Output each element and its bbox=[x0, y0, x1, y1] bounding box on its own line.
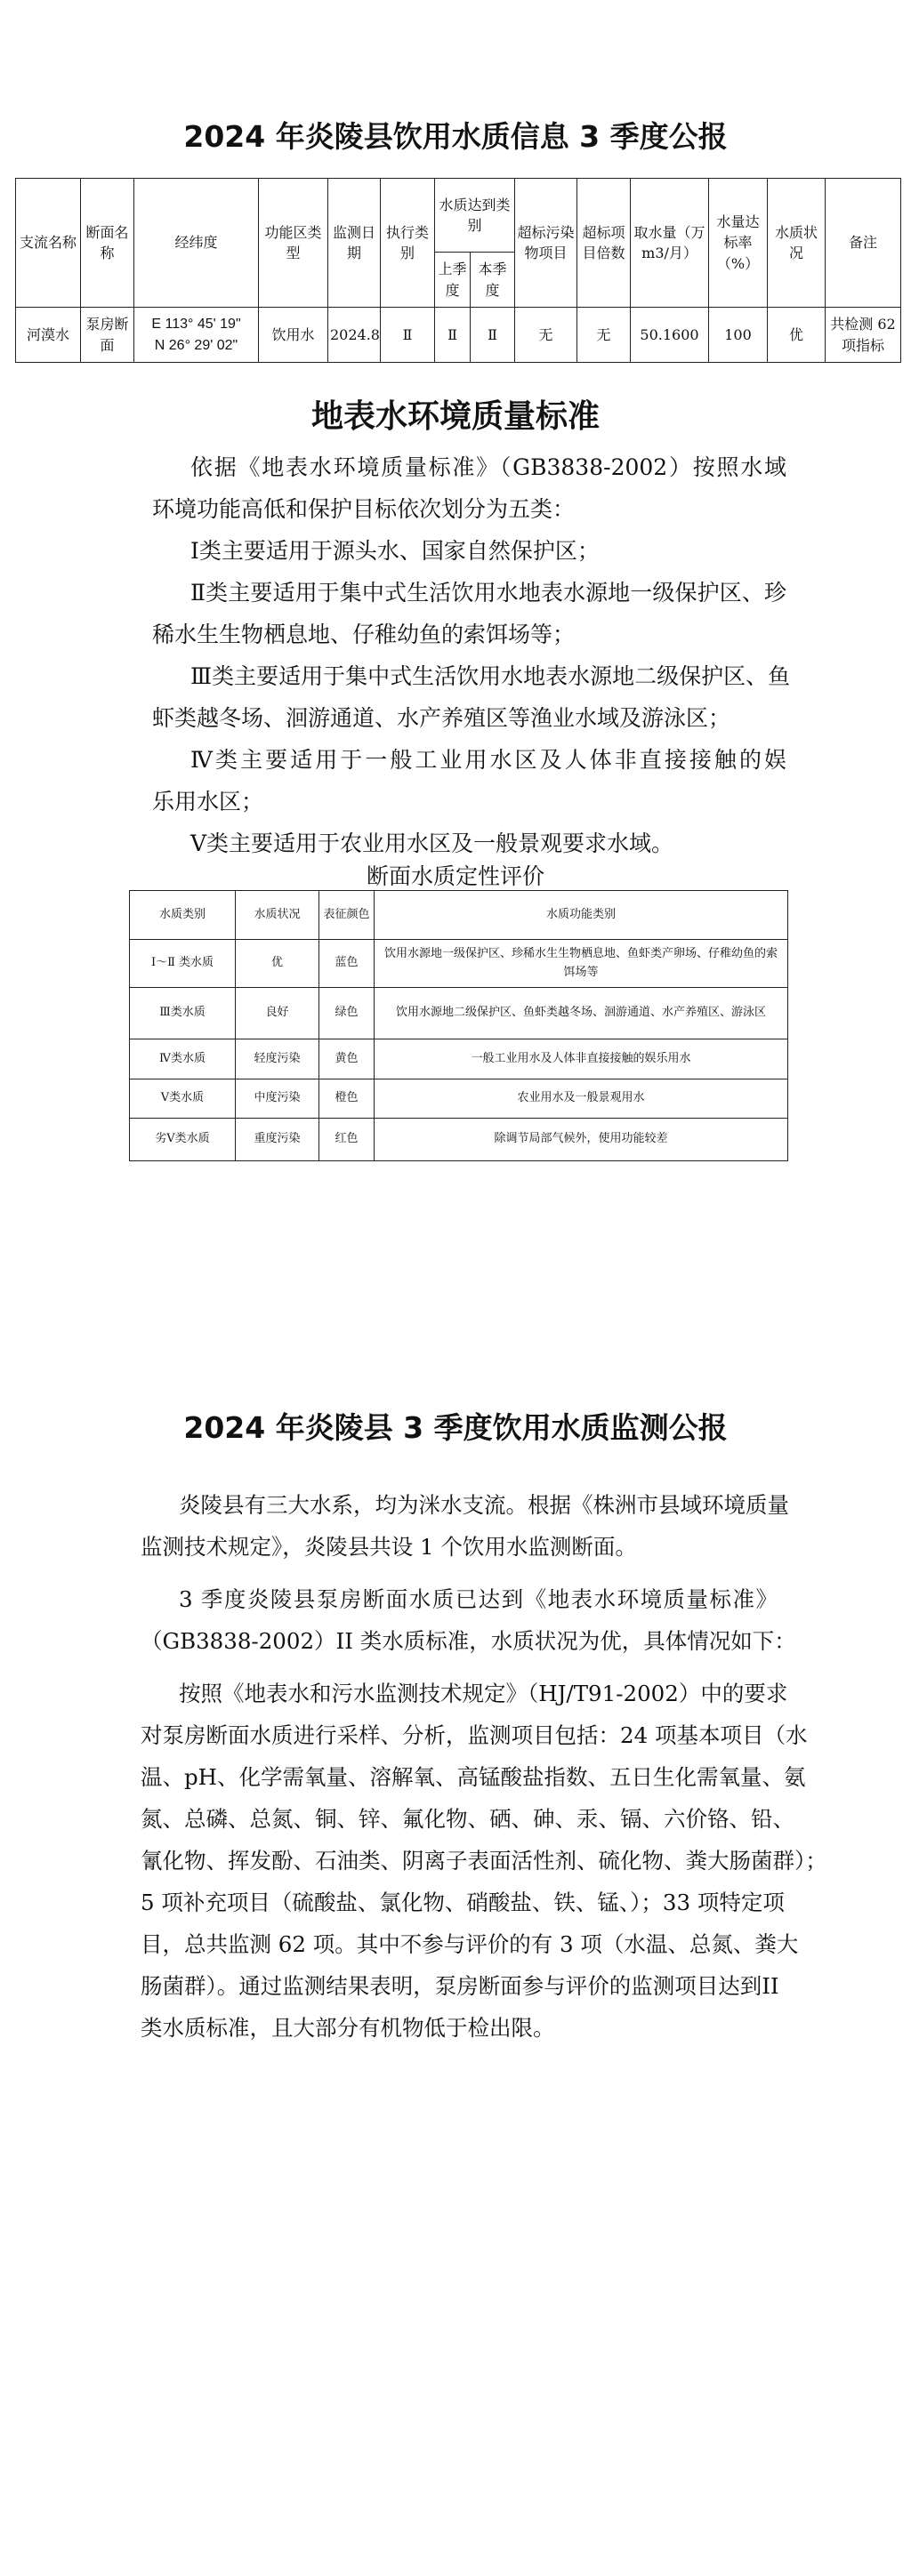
paragraph-line: 目，总共监测 62 项。其中不参与评价的有 3 项（水温、总氮、粪大 bbox=[141, 1931, 799, 1957]
cell-section: 泵房断面 bbox=[81, 308, 134, 363]
eval-cell: 黄色 bbox=[319, 1039, 375, 1079]
header-last-quarter: 上季度 bbox=[435, 253, 471, 308]
eval-table bbox=[129, 890, 788, 1161]
paragraph-line: （GB3838-2002）II 类水质标准，水质状况为优，具体情况如下： bbox=[141, 1628, 796, 1654]
header-section: 断面名称 bbox=[81, 179, 134, 308]
eval-header-row bbox=[130, 891, 788, 940]
bulletin-text bbox=[141, 1484, 827, 2049]
paragraph bbox=[152, 739, 786, 823]
eval-cell: 一般工业用水及人体非直接接触的娱乐用水 bbox=[375, 1039, 788, 1079]
paragraph-line: 3 季度炎陵县泵房断面水质已达到《地表水环境质量标准》 bbox=[179, 1586, 778, 1612]
eval-cell: 中度污染 bbox=[236, 1079, 319, 1119]
paragraph bbox=[152, 572, 786, 655]
header-this-quarter: 本季度 bbox=[471, 253, 515, 308]
cell-tributary: 河漠水 bbox=[16, 308, 81, 363]
header-tributary: 支流名称 bbox=[16, 179, 81, 308]
eval-header-cell: 表征颜色 bbox=[319, 891, 375, 940]
table-row bbox=[16, 308, 901, 363]
cell-lat: N 26° 29' 02" bbox=[154, 337, 238, 353]
paragraph-line: Ⅲ类主要适用于集中式生活饮用水地表水源地二级保护区、鱼 bbox=[190, 663, 791, 689]
paragraph-line: 温、pH、化学需氧量、溶解氧、高锰酸盐指数、五日生化需氧量、氨 bbox=[141, 1764, 806, 1790]
eval-header-cell: 水质功能类别 bbox=[375, 891, 788, 940]
table-row bbox=[130, 1119, 788, 1161]
paragraph-line: 乐用水区； bbox=[152, 789, 264, 815]
eval-cell: 轻度污染 bbox=[236, 1039, 319, 1079]
eval-cell: 良好 bbox=[236, 988, 319, 1039]
header-status: 水质状况 bbox=[768, 179, 826, 308]
eval-cell: 橙色 bbox=[319, 1079, 375, 1119]
water-info-table bbox=[15, 178, 901, 363]
cell-status: 优 bbox=[768, 308, 826, 363]
cell-last-quarter: Ⅱ bbox=[435, 308, 471, 363]
cell-exec-class: Ⅱ bbox=[381, 308, 435, 363]
cell-pollutants: 无 bbox=[515, 308, 577, 363]
header-exec-class: 执行类别 bbox=[381, 179, 435, 308]
report-title: 2024 年炎陵县饮用水质信息 3 季度公报 bbox=[183, 119, 728, 154]
eval-header-cell: 水质类别 bbox=[130, 891, 236, 940]
eval-cell: 饮用水源地二级保护区、鱼虾类越冬场、洄游通道、水产养殖区、游泳区 bbox=[375, 988, 788, 1039]
header-date: 监测日期 bbox=[328, 179, 381, 308]
eval-cell: Ⅴ类水质 bbox=[130, 1079, 236, 1119]
cell-lon: E 113° 45' 19" bbox=[151, 317, 241, 333]
cell-remark: 共检测 62 项指标 bbox=[826, 308, 901, 363]
paragraph bbox=[152, 530, 786, 572]
paragraph-line: 类水质标准，且大部分有机物低于检出限。 bbox=[141, 2015, 555, 2041]
paragraph bbox=[141, 1578, 796, 1662]
eval-cell: 红色 bbox=[319, 1119, 375, 1161]
cell-multiple: 无 bbox=[577, 308, 631, 363]
paragraph bbox=[141, 1484, 789, 1568]
cell-this-quarter: Ⅱ bbox=[471, 308, 515, 363]
eval-cell: 优 bbox=[236, 940, 319, 988]
cell-intake: 50.1600 bbox=[631, 308, 709, 363]
cell-coords bbox=[134, 308, 259, 363]
paragraph-line: 依据《地表水环境质量标准》（GB3838-2002）按照水域 bbox=[190, 454, 786, 480]
eval-header-cell: 水质状况 bbox=[236, 891, 319, 940]
header-achieved: 水质达到类别 bbox=[435, 179, 515, 253]
standard-text bbox=[152, 446, 791, 864]
paragraph-line: 5 项补充项目（硫酸盐、氯化物、硝酸盐、铁、锰、）；33 项特定项 bbox=[141, 1890, 785, 1915]
table-row bbox=[130, 940, 788, 988]
paragraph-line: Ⅴ类主要适用于农业用水区及一般景观要求水域。 bbox=[190, 831, 674, 856]
eval-cell: 重度污染 bbox=[236, 1119, 319, 1161]
header-remark: 备注 bbox=[826, 179, 901, 308]
eval-cell: Ⅰ～Ⅱ 类水质 bbox=[130, 940, 236, 988]
table-row bbox=[130, 988, 788, 1039]
header-coords: 经纬度 bbox=[134, 179, 259, 308]
cell-rate: 100 bbox=[709, 308, 768, 363]
eval-table-caption: 断面水质定性评价 bbox=[366, 863, 544, 889]
eval-cell: Ⅲ类水质 bbox=[130, 988, 236, 1039]
paragraph-line: Ⅱ类主要适用于集中式生活饮用水地表水源地一级保护区、珍 bbox=[190, 580, 786, 606]
paragraph-line: 对泵房断面水质进行采样、分析，监测项目包括：24 项基本项目（水 bbox=[141, 1722, 808, 1748]
paragraph bbox=[141, 1673, 827, 2049]
paragraph-line: 监测技术规定》，炎陵县共设 1 个饮用水监测断面。 bbox=[141, 1534, 637, 1560]
header-multiple: 超标项目倍数 bbox=[577, 179, 631, 308]
paragraph-line: Ⅳ类主要适用于一般工业用水区及人体非直接接触的娱 bbox=[190, 747, 786, 773]
eval-cell: Ⅳ类水质 bbox=[130, 1039, 236, 1079]
paragraph-line: 虾类越冬场、洄游通道、水产养殖区等渔业水域及游泳区； bbox=[152, 705, 731, 731]
paragraph-line: 氮、总磷、总氮、铜、锌、氟化物、硒、砷、汞、镉、六价铬、铅、 bbox=[141, 1806, 794, 1832]
header-pollutants: 超标污染物项目 bbox=[515, 179, 577, 308]
cell-date: 2024.8 bbox=[328, 308, 381, 363]
paragraph-line: 按照《地表水和污水监测技术规定》（HJ/T91-2002）中的要求 bbox=[179, 1681, 788, 1706]
eval-cell: 饮用水源地一级保护区、珍稀水生生物栖息地、鱼虾类产卵场、仔稚幼鱼的索饵场等 bbox=[375, 940, 788, 988]
bulletin-title: 2024 年炎陵县 3 季度饮用水质监测公报 bbox=[183, 1410, 728, 1445]
eval-cell: 劣Ⅴ类水质 bbox=[130, 1119, 236, 1161]
paragraph bbox=[152, 823, 786, 864]
paragraph-line: 环境功能高低和保护目标依次划分为五类： bbox=[152, 496, 576, 522]
paragraph bbox=[152, 446, 786, 530]
cell-zone-type: 饮用水 bbox=[259, 308, 328, 363]
paragraph-line: 氰化物、挥发酚、石油类、阴离子表面活性剂、硫化物、粪大肠菌群）； bbox=[141, 1848, 827, 1874]
header-intake: 取水量（万m3/月） bbox=[631, 179, 709, 308]
eval-cell: 绿色 bbox=[319, 988, 375, 1039]
table-row bbox=[130, 1039, 788, 1079]
paragraph bbox=[152, 655, 791, 739]
header-rate: 水量达标率（%） bbox=[709, 179, 768, 308]
eval-cell: 除调节局部气候外，使用功能较差 bbox=[375, 1119, 788, 1161]
standard-heading: 地表水环境质量标准 bbox=[310, 398, 600, 435]
paragraph-line: 肠菌群）。通过监测结果表明，泵房断面参与评价的监测项目达到II bbox=[141, 1973, 779, 1999]
paragraph-line: 稀水生生物栖息地、仔稚幼鱼的索饵场等； bbox=[152, 622, 576, 647]
table-row bbox=[130, 1079, 788, 1119]
paragraph-line: Ⅰ类主要适用于源头水、国家自然保护区； bbox=[190, 538, 600, 564]
eval-cell: 蓝色 bbox=[319, 940, 375, 988]
paragraph-line: 炎陵县有三大水系，均为洣水支流。根据《株洲市县域环境质量 bbox=[179, 1492, 789, 1518]
eval-cell: 农业用水及一般景观用水 bbox=[375, 1079, 788, 1119]
header-zone-type: 功能区类型 bbox=[259, 179, 328, 308]
